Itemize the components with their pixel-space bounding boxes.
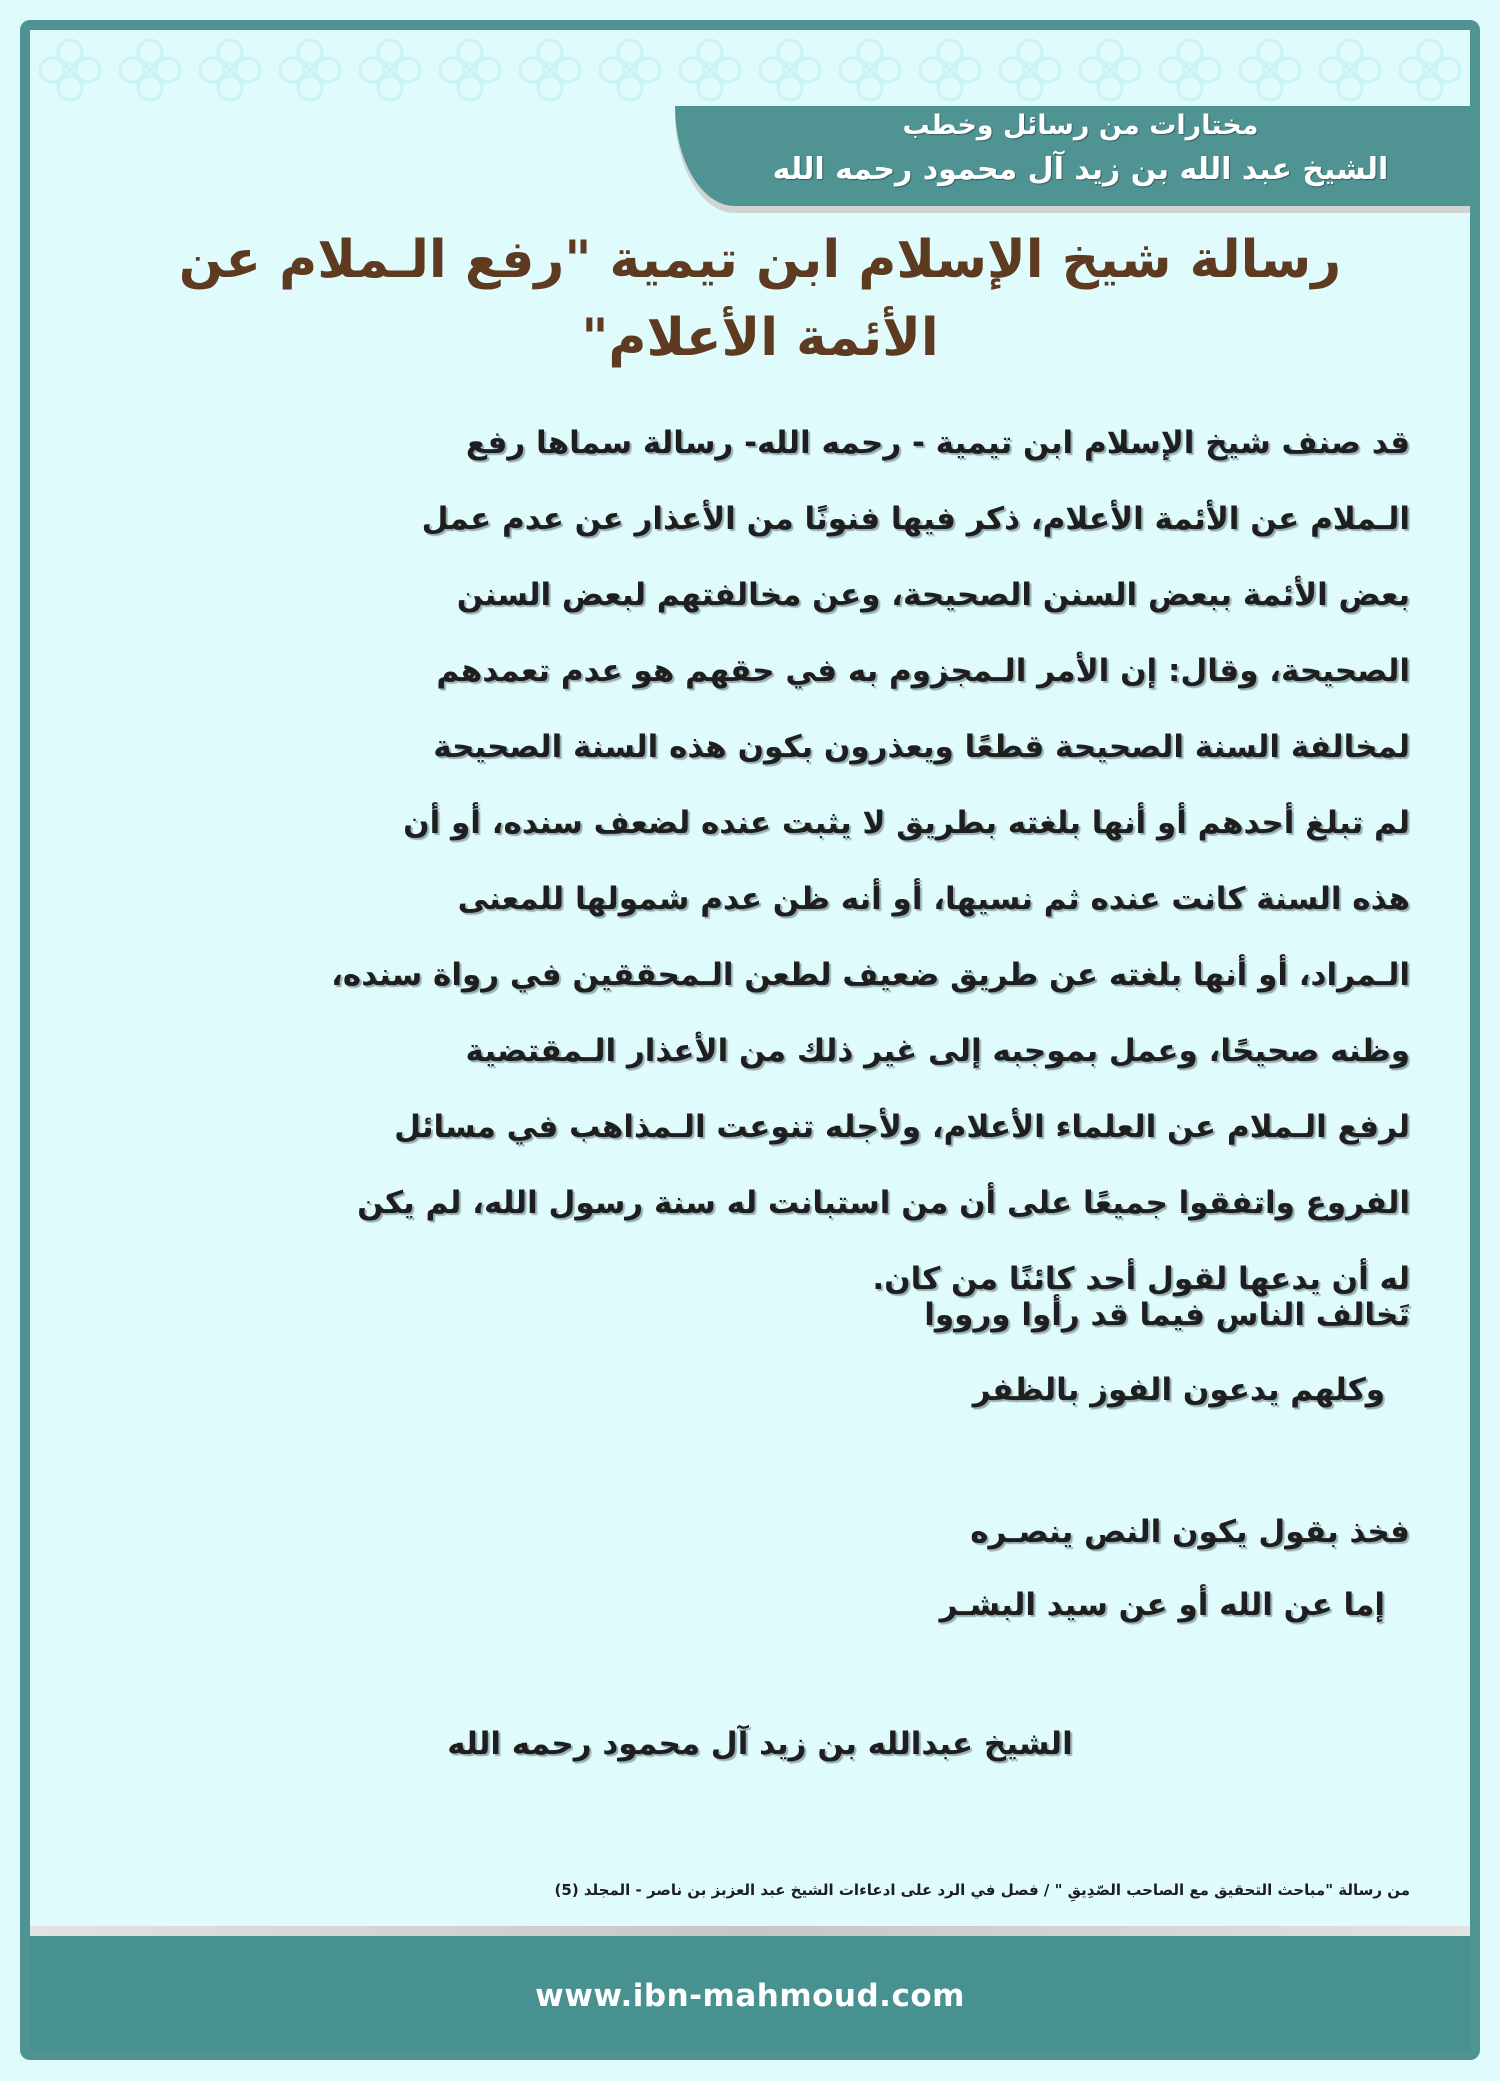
footer-divider xyxy=(30,1926,1470,1936)
poem-verse-1-hemistich-2: وكلهم يدعون الفوز بالظفر xyxy=(972,1372,1385,1408)
header-author: الشيخ عبد الله بن زيد آل محمود رحمه الله xyxy=(772,152,1389,187)
body-line: الصحيحة، وقال: إن الأمر الـمجزوم به في حقهم هو عدم تعمدهم xyxy=(436,653,1410,689)
poem-verse-1-hemistich-1: تَخالف الناس فيما قد رأوا ورووا xyxy=(924,1297,1410,1333)
document-frame xyxy=(20,20,1480,2060)
body-line: بعض الأئمة ببعض السنن الصحيحة، وعن مخالفتهم لبعض السنن xyxy=(456,577,1410,613)
body-line: لرفع الـملام عن العلماء الأعلام، ولأجله تنوعت الـمذاهب في مسائل xyxy=(394,1109,1410,1145)
body-line: الفروع واتفقوا جميعًا على أن من استبانت له سنة رسول الله، لم يكن xyxy=(357,1185,1410,1221)
body-line: الـملام عن الأئمة الأعلام، ذكر فيها فنونًا من الأعذار عن عدم عمل xyxy=(421,501,1410,537)
footer-bar xyxy=(30,1936,1470,2060)
author-signature: الشيخ عبدالله بن زيد آل محمود رحمه الله xyxy=(447,1726,1073,1762)
body-line: له أن يدعها لقول أحد كائنًا من كان. xyxy=(872,1261,1410,1297)
page-title-line-2: الأئمة الأعلام" xyxy=(581,308,939,368)
header-banner xyxy=(675,106,1470,206)
body-line: لمخالفة السنة الصحيحة قطعًا ويعذرون بكون هذه السنة الصحيحة xyxy=(433,729,1410,765)
page-title-line-1: رسالة شيخ الإسلام ابن تيمية "رفع الـملام عن xyxy=(178,230,1342,290)
body-line: لم تبلغ أحدهم أو أنها بلغته بطريق لا يثبت عنده لضعف سنده، أو أن xyxy=(403,805,1410,841)
header-series-title: مختارات من رسائل وخطب xyxy=(902,110,1259,141)
poem-verse-2-hemistich-1: فخذ بقول يكون النص ينصـره xyxy=(970,1514,1410,1550)
website-link[interactable]: www.ibn-mahmoud.com xyxy=(535,1978,965,2014)
body-line: وظنه صحيحًا، وعمل بموجبه إلى غير ذلك من الأعذار الـمقتضية xyxy=(465,1033,1410,1069)
poem-verse-2-hemistich-2: إما عن الله أو عن سيد البشـر xyxy=(939,1587,1385,1623)
body-line: قد صنف شيخ الإسلام ابن تيمية - رحمه الله- رسالة سماها رفع xyxy=(465,425,1410,461)
body-line: هذه السنة كانت عنده ثم نسيها، أو أنه ظن عدم شمولها للمعنى xyxy=(457,881,1410,917)
source-footnote: من رسالة "مباحث التحقيق مع الصاحب الصّدِيقِ " / فصل في الرد على ادعاءات الشيخ عبد العزبز بن ناصر - المجلد (5) xyxy=(554,1881,1410,1899)
body-line: الـمراد، أو أنها بلغته عن طريق ضعيف لطعن الـمحققين في رواة سنده، xyxy=(331,957,1410,993)
